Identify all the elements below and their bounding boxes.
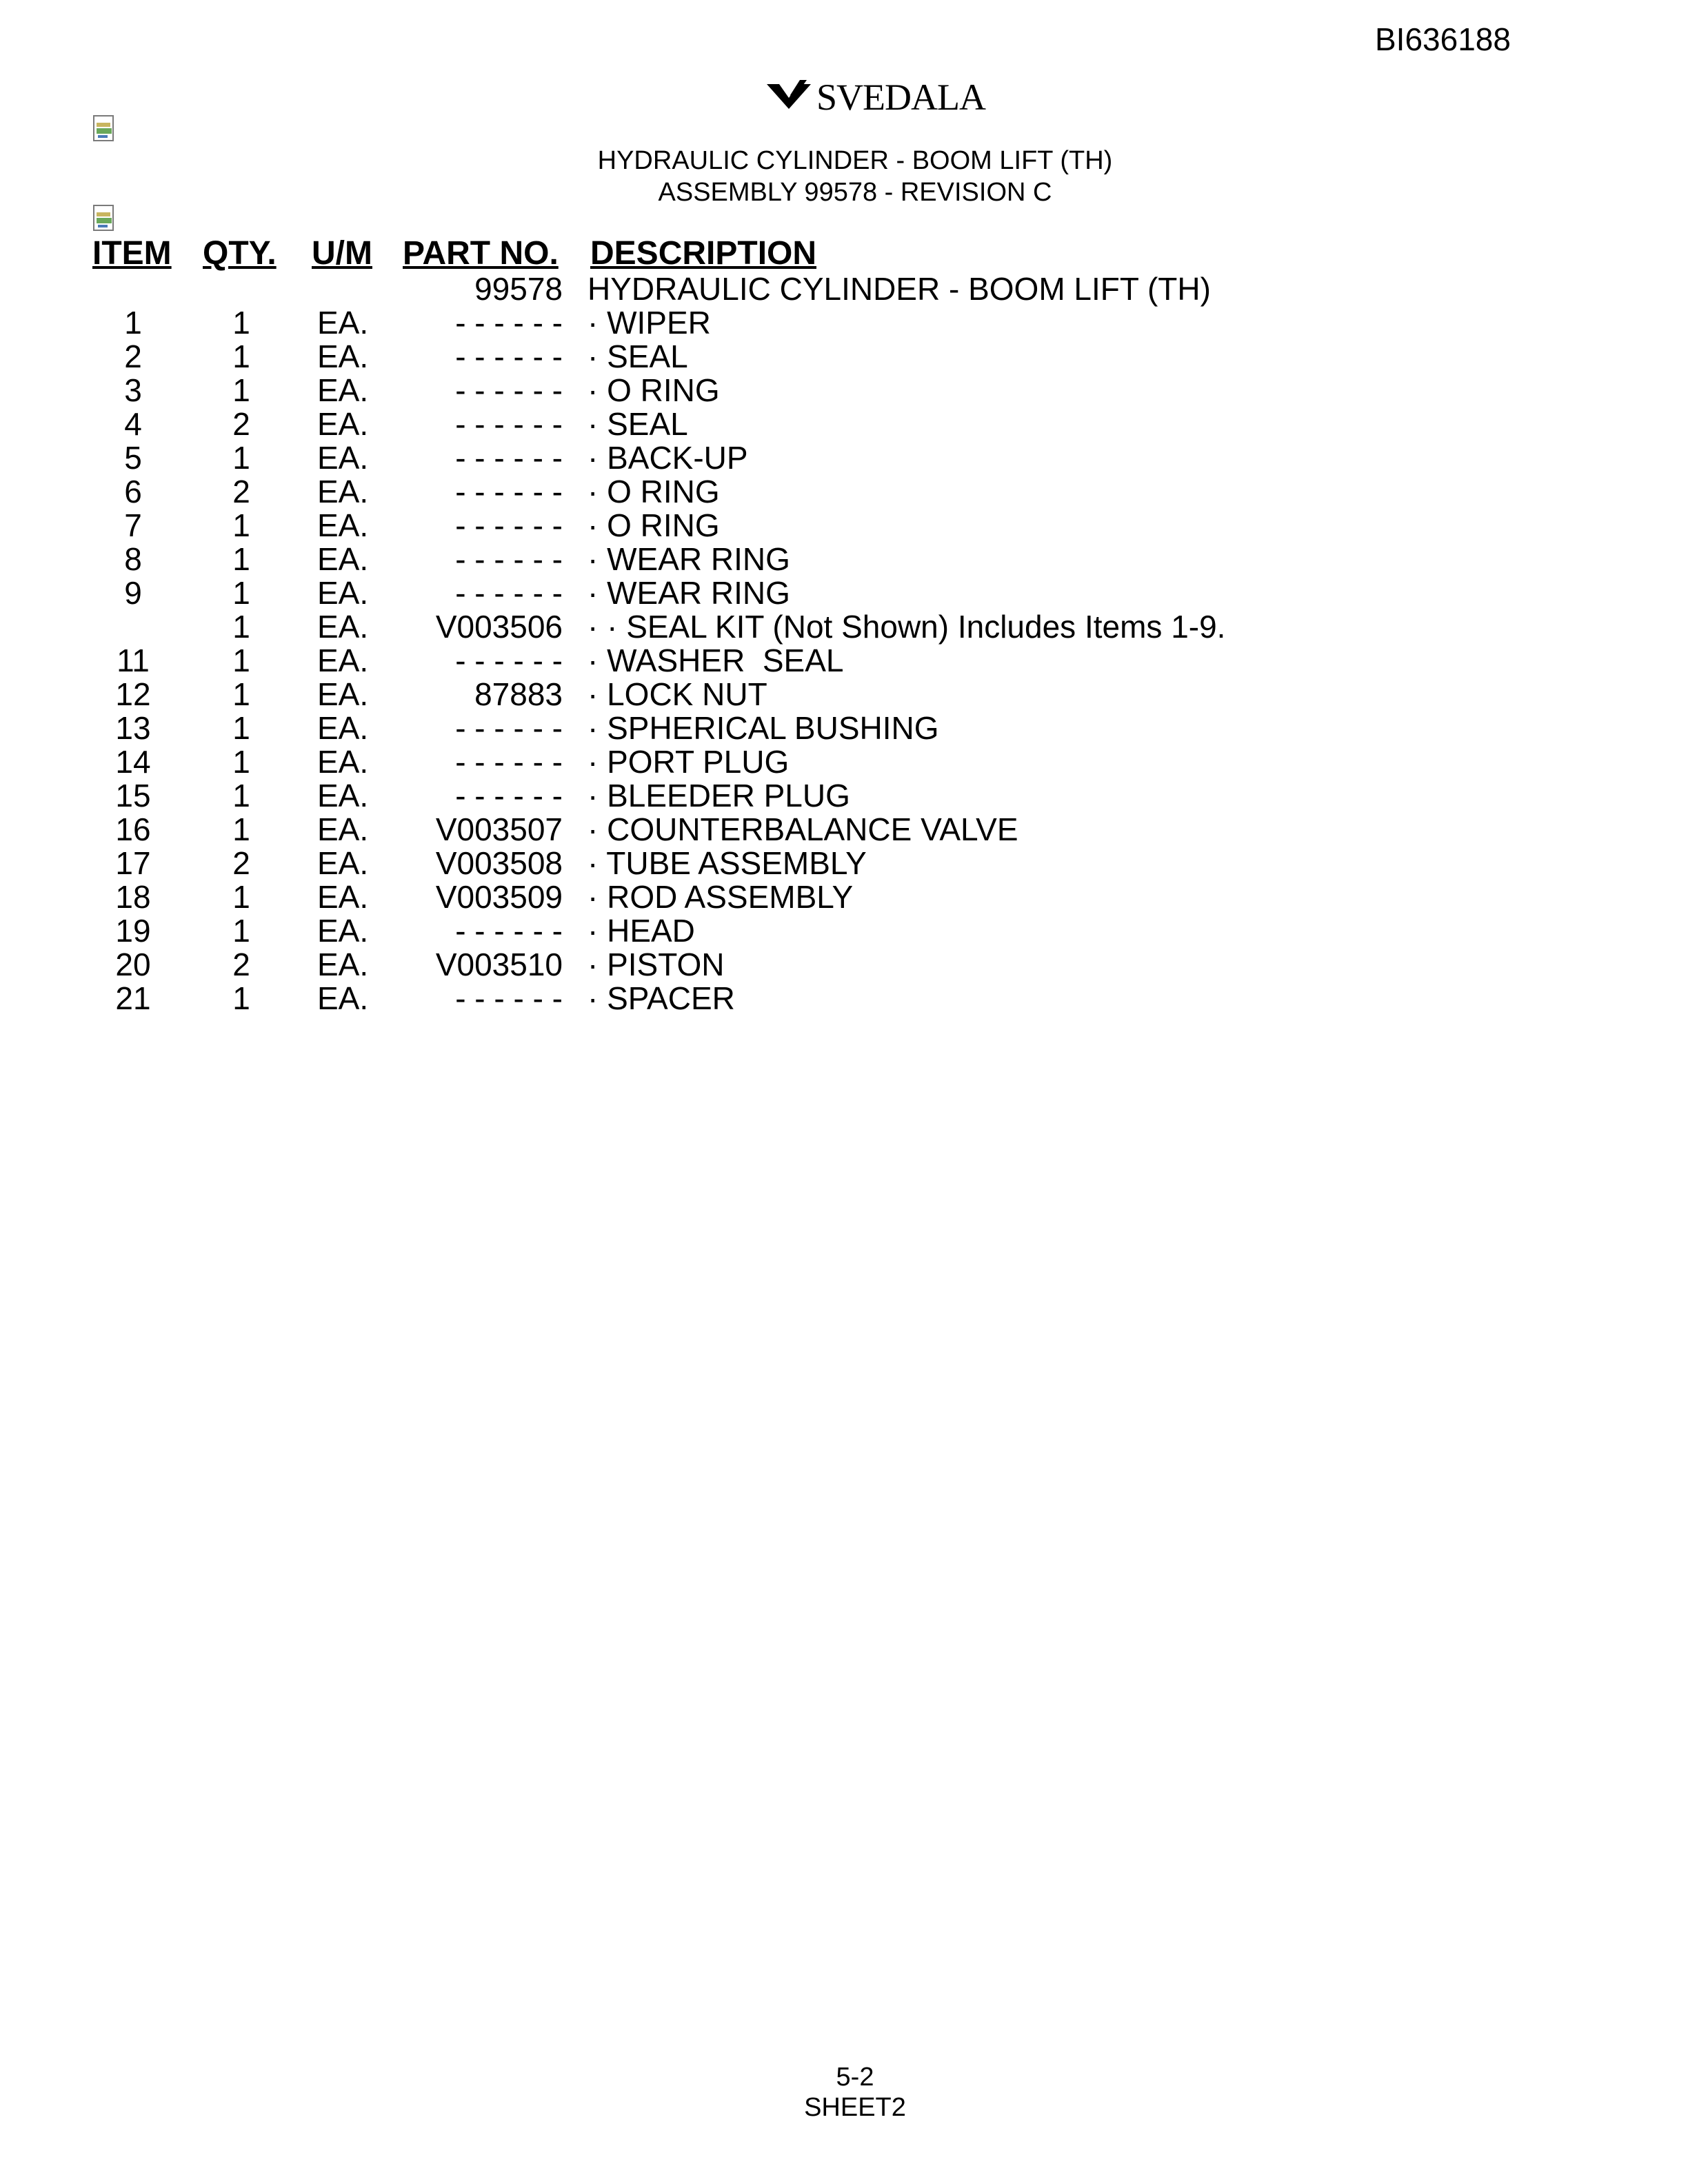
item-number: 11 [117,643,150,678]
unit-of-measure: EA. [317,811,369,847]
table-row [0,946,1688,982]
item-number: 21 [115,980,151,1016]
logo-text: SVEDALA [816,77,985,118]
header-part-no: PART NO. [403,235,559,272]
item-number: 8 [124,541,142,577]
part-number: V003510 [435,947,563,982]
sheet-label: SHEET2 [804,2093,906,2122]
table-row [0,507,1688,543]
unit-of-measure: EA. [317,980,369,1016]
broken-image-icon [91,204,119,234]
item-number: 1 [124,305,142,341]
table-row [0,405,1688,442]
part-description: · · SEAL KIT (Not Shown) Includes Items 1-9. [587,609,1226,645]
table-row [0,270,1688,307]
part-number: V003508 [435,845,563,881]
table-row [0,777,1688,813]
part-number: 99578 [474,271,563,307]
table-row [0,473,1688,509]
part-description: · ROD ASSEMBLY [587,879,854,915]
part-description: · HEAD [587,913,695,949]
quantity: 1 [232,372,250,408]
part-number: - - - - - - [455,305,563,341]
part-description: · BACK-UP [587,440,748,476]
part-description: · BLEEDER PLUG [587,778,850,813]
item-number: 9 [124,575,142,611]
quantity: 1 [232,507,250,543]
quantity: 2 [232,947,250,982]
item-number: 5 [124,440,142,476]
part-description: · TUBE ASSEMBLY [587,845,867,881]
part-number: - - - - - - [455,372,563,408]
quantity: 1 [232,676,250,712]
unit-of-measure: EA. [317,879,369,915]
unit-of-measure: EA. [317,305,369,341]
part-description: · WEAR RING [587,541,790,577]
unit-of-measure: EA. [317,507,369,543]
part-description: HYDRAULIC CYLINDER - BOOM LIFT (TH) [587,271,1211,307]
quantity: 1 [232,913,250,949]
part-description: · WIPER [587,305,711,341]
table-row [0,676,1688,712]
unit-of-measure: EA. [317,474,369,509]
unit-of-measure: EA. [317,710,369,746]
broken-image-icon [91,114,119,145]
header-description: DESCRIPTION [590,235,817,272]
unit-of-measure: EA. [317,643,369,678]
item-number: 3 [124,372,142,408]
table-row [0,372,1688,408]
quantity: 1 [232,643,250,678]
table-row [0,912,1688,949]
svedala-logo-icon [765,79,814,110]
unit-of-measure: EA. [317,744,369,780]
part-number: - - - - - - [455,980,563,1016]
unit-of-measure: EA. [317,372,369,408]
item-number: 4 [124,406,142,442]
part-number: V003507 [435,811,563,847]
part-description: · SPACER [587,980,735,1016]
quantity: 2 [232,406,250,442]
part-number: - - - - - - [455,474,563,509]
part-number: 87883 [474,676,563,712]
quantity: 2 [232,474,250,509]
quantity: 1 [232,541,250,577]
unit-of-measure: EA. [317,947,369,982]
item-number: 19 [115,913,151,949]
item-number: 14 [115,744,151,780]
table-row [0,743,1688,780]
table-row [0,608,1688,645]
unit-of-measure: EA. [317,406,369,442]
table-row [0,540,1688,577]
part-description: · PORT PLUG [587,744,790,780]
part-description: · SEAL [587,338,688,374]
table-row [0,439,1688,476]
part-number: - - - - - - [455,406,563,442]
item-number: 12 [115,676,151,712]
document-id: BI636188 [1375,21,1511,57]
unit-of-measure: EA. [317,845,369,881]
part-description: · SEAL [587,406,688,442]
item-number: 18 [115,879,151,915]
assembly-subtitle: ASSEMBLY 99578 - REVISION C [658,178,1052,207]
part-number: - - - - - - [455,778,563,813]
item-number: 13 [115,710,151,746]
quantity: 1 [232,710,250,746]
part-description: · SPHERICAL BUSHING [587,710,939,746]
part-number: - - - - - - [455,575,563,611]
item-number: 15 [115,778,151,813]
item-number: 17 [115,845,151,881]
page-number: 5-2 [836,2063,874,2092]
header-item: ITEM [92,235,172,272]
unit-of-measure: EA. [317,778,369,813]
part-description: · WEAR RING [587,575,790,611]
part-number: - - - - - - [455,541,563,577]
header-qty: QTY. [203,235,277,272]
item-number: 7 [124,507,142,543]
item-number: 20 [115,947,151,982]
part-description: · O RING [587,474,720,509]
part-description: · LOCK NUT [587,676,767,712]
quantity: 1 [232,744,250,780]
quantity: 1 [232,879,250,915]
quantity: 1 [232,338,250,374]
item-number: 16 [115,811,151,847]
unit-of-measure: EA. [317,575,369,611]
table-row [0,709,1688,746]
quantity: 2 [232,845,250,881]
table-row [0,980,1688,1016]
part-description: · WASHER SEAL [587,643,844,678]
part-number: V003506 [435,609,563,645]
quantity: 1 [232,575,250,611]
table-row [0,338,1688,374]
item-number: 6 [124,474,142,509]
part-number: - - - - - - [455,440,563,476]
svedala-logo [765,74,985,118]
quantity: 1 [232,305,250,341]
unit-of-measure: EA. [317,338,369,374]
part-number: - - - - - - [455,507,563,543]
part-description: · PISTON [587,947,725,982]
unit-of-measure: EA. [317,913,369,949]
quantity: 1 [232,811,250,847]
table-row [0,878,1688,915]
unit-of-measure: EA. [317,440,369,476]
part-number: V003509 [435,879,563,915]
table-row [0,304,1688,341]
part-number: - - - - - - [455,643,563,678]
table-row [0,845,1688,881]
document-title: HYDRAULIC CYLINDER - BOOM LIFT (TH) [597,146,1113,175]
quantity: 1 [232,440,250,476]
unit-of-measure: EA. [317,676,369,712]
quantity: 1 [232,980,250,1016]
item-number: 2 [124,338,142,374]
quantity: 1 [232,609,250,645]
part-number: - - - - - - [455,913,563,949]
header-um: U/M [312,235,372,272]
unit-of-measure: EA. [317,609,369,645]
part-description: · COUNTERBALANCE VALVE [587,811,1018,847]
table-row [0,811,1688,847]
part-description: · O RING [587,372,720,408]
part-number: - - - - - - [455,710,563,746]
quantity: 1 [232,778,250,813]
part-description: · O RING [587,507,720,543]
part-number: - - - - - - [455,744,563,780]
part-number: - - - - - - [455,338,563,374]
table-row [0,574,1688,611]
unit-of-measure: EA. [317,541,369,577]
table-row [0,642,1688,678]
